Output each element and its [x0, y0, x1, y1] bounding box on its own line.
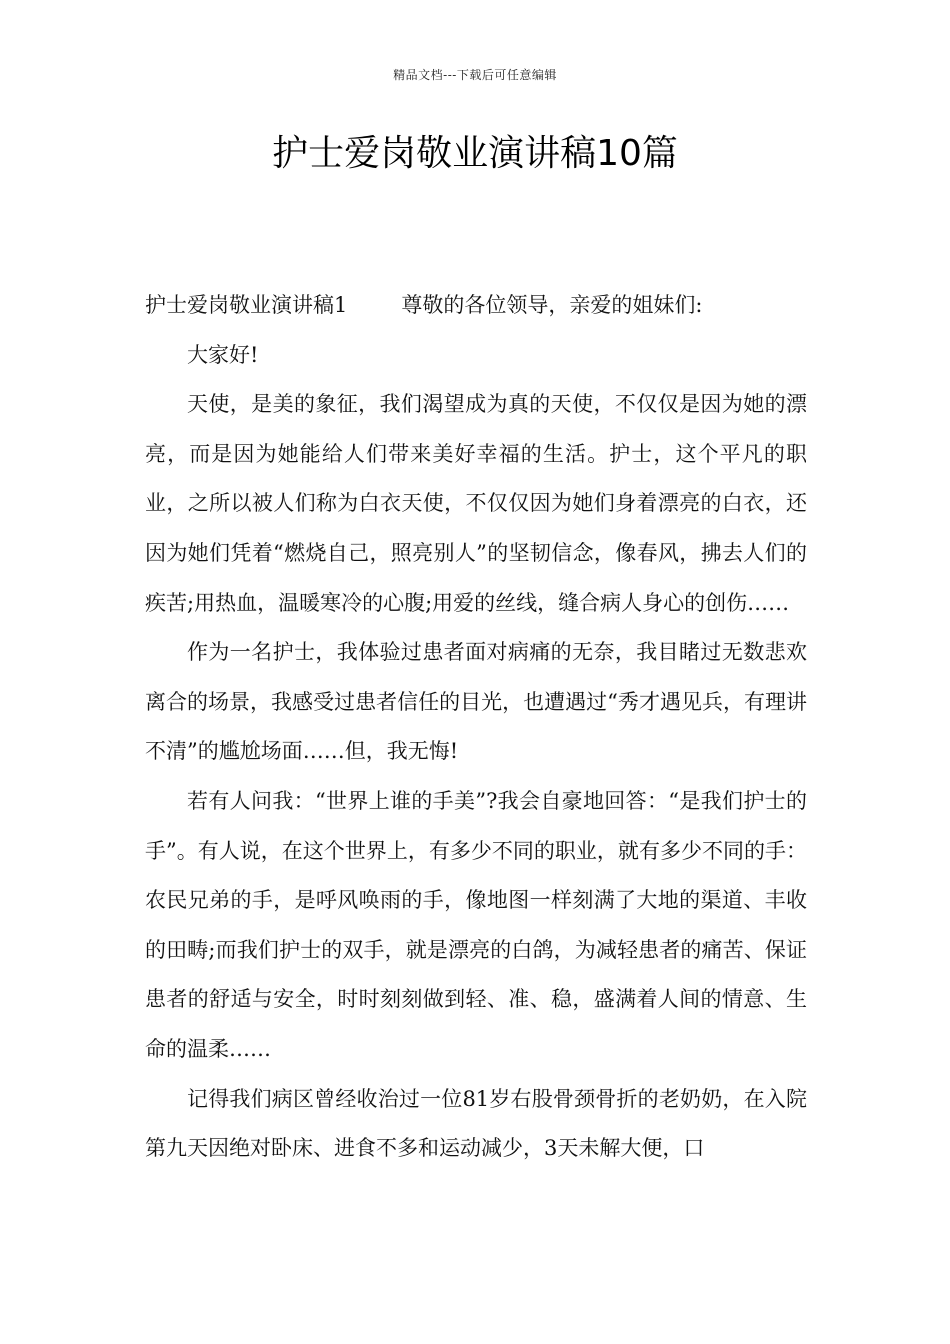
salutation: 尊敬的各位领导，亲爱的姐妹们:: [401, 293, 703, 317]
intro-line: [145, 281, 807, 331]
paragraph-memory: 记得我们病区曾经收治过一位81岁右股骨颈骨折的老奶奶，在入院第九天因绝对卧床、进食不多和运动减少，3天未解大便，口: [145, 1086, 807, 1161]
paragraph-angel: 天使，是美的象征，我们渴望成为真的天使，不仅仅是因为她的漂亮，而是因为她能给人们带来美好幸福的生活。护士，这个平凡的职业，之所以被人们称为白衣天使，不仅仅因为她们身着漂亮的白衣，还因为她们凭着“燃烧自己，照亮别人”的坚韧信念，像春风，拂去人们的疾苦;用热血，温暖寒冷的心腹;用爱的丝线，缝合病人身心的创伤……: [145, 392, 807, 615]
section-heading: 护士爱岗敬业演讲稿1: [145, 293, 348, 317]
paragraph-hands: 若有人问我：“世界上谁的手美”?我会自豪地回答：“是我们护士的手”。有人说，在这个世界上，有多少不同的职业，就有多少不同的手：农民兄弟的手，是呼风唤雨的手，像地图一样刻满了大地的渠道、丰收的田畴;而我们护士的双手，就是漂亮的白鸽，为减轻患者的痛苦、保证患者的舒适与安全，时时刻刻做到轻、准、稳，盛满着人间的情意、生命的温柔……: [145, 788, 807, 1061]
document-title: 护士爱岗敬业演讲稿10篇: [272, 133, 678, 174]
document-body: [145, 281, 807, 1174]
paragraph-experience: 作为一名护士，我体验过患者面对病痛的无奈，我目睹过无数悲欢离合的场景，我感受过患者信任的目光，也遭遇过“秀才遇见兵，有理讲不清”的尴尬场面……但，我无悔!: [145, 640, 807, 764]
paragraph-greeting: 大家好!: [187, 342, 259, 367]
header-note: 精品文档---下载后可任意编辑: [393, 68, 557, 82]
